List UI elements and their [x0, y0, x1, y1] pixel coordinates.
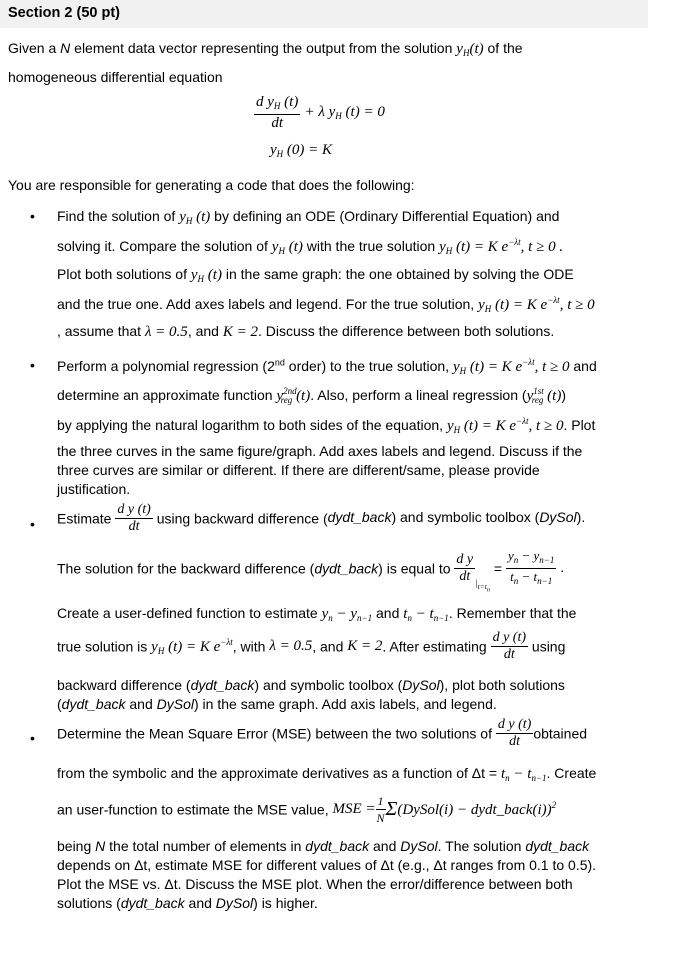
intro-text: homogeneous differential equation: [8, 69, 223, 85]
b2-line-4: the three curves in the same figure/graph. Add axes labels and legend. Discuss if the: [57, 443, 583, 459]
b4-line-7: solutions (dydt_back and DySol) is higher.: [57, 895, 318, 911]
bullet-2: •: [30, 357, 35, 373]
b1-line-3: Plot both solutions of $y_H$ (t) in the same graph: the one obtained by solving the ODE: [57, 266, 574, 284]
bullet-4: •: [30, 730, 35, 746]
ode-equation: $\frac{d y_H (t)}{dt}$ + λ $y_H$ (t) = 0: [256, 94, 385, 131]
b1-line-2: solving it. Compare the solution of $y_H$ (t) with the true solution $y_H$ (t) = K $e^{-\lambda t}$, t ≥ 0 .: [57, 237, 564, 256]
intro-n: N: [60, 40, 71, 56]
b1-line-4: and the true one. Add axes labels and legend. For the true solution, $y_H$ (t) = K $e^{-\lambda t}$, t ≥ 0: [57, 295, 595, 314]
bullet-1: •: [30, 208, 35, 224]
section-header-bar: [0, 0, 648, 28]
b4-line-6: Plot the MSE vs. Δt. Discuss the MSE plot. When the error/difference between both: [57, 876, 573, 892]
b1-line-5: , assume that λ = 0.5, and K = 2. Discuss the difference between both solutions.: [57, 323, 555, 340]
intro-text: element data vector representing the output from the solution: [74, 40, 453, 56]
intro-paragraph: [8, 36, 648, 89]
b4-line-2: from the symbolic and the approximate derivatives as a function of $\Delta t = t_n - t_{n-1}$. Create: [57, 765, 597, 783]
section-title: Section 2 (50 pt): [8, 5, 120, 21]
b4-line-3: an user-function to estimate the MSE value, MSE = $\frac{1}{N}$ Σ(DySol(i) − dydt_back(i))$^2$: [57, 794, 557, 825]
intro-text: of the: [487, 40, 523, 56]
b3-line-6: (dydt_back and DySol) in the same graph. Add axis labels, and legend.: [57, 696, 497, 712]
b3-line-5: backward difference (dydt_back) and symbolic toolbox (DySol), plot both solutions: [57, 677, 565, 693]
math-yh-t: $y_H(t)$: [456, 41, 484, 58]
b2-line-6: justification.: [57, 481, 131, 497]
b3-line-1: Estimate $\frac{\text{d y (t)}}{dt}$ using backward difference (dydt_back) and symbolic toolbox (DySol).: [57, 502, 586, 534]
b2-line-1: Perform a polynomial regression (2nd order) to the true solution, $y_H$ (t) = K $e^{-\lambda t}$, t ≥ 0 and: [57, 357, 597, 376]
b2-line-5: three curves are similar or different. If there are different/same, please provide: [57, 462, 540, 478]
intro-text: Given a: [8, 40, 57, 56]
b3-line-2: The solution for the backward difference (dydt_back) is equal to $\frac{\text{d y}}{dt}$ $_{|_{t=t_n}}$ = $\frac{y_n - y_{n-1}}{t_n - t_{n-1}}$ .: [57, 548, 565, 594]
bullet-3: •: [30, 516, 35, 532]
b3-line-3: Create a user-defined function to estimate $y_n - y_{n-1}$ and $t_n - t_{n-1}$. Remember that the: [57, 605, 577, 623]
b2-line-3: by applying the natural logarithm to both sides of the equation, $y_H$ (t) = K $e^{-\lambda t}$, t ≥ 0. Plot: [57, 416, 596, 435]
b2-line-2: determine an approximate function $y^{2nd}_{reg}$ (t). Also, perform a lineal regression ($y^{1st}_{reg}$ (t)): [57, 386, 567, 405]
initial-condition: $y_H$ (0) = K: [270, 142, 333, 159]
b4-line-1: Determine the Mean Square Error (MSE) between the two solutions of $\frac{\text{d y (t)}}{dt}$ obtained: [57, 717, 588, 749]
responsible-text: You are responsible for generating a code that does the following:: [8, 177, 415, 193]
b3-line-4: true solution is $y_H$ (t) = K $e^{-\lambda t}$, with λ = 0.5, and K = 2. After estimating $\frac{\text{d y (t)}}{dt}$ using: [57, 630, 566, 662]
b1-line-1: Find the solution of $y_H$ (t) by defining an ODE (Ordinary Differential Equation) and: [57, 208, 560, 226]
b4-line-5: depends on Δt, estimate MSE for different values of Δt (e.g., Δt ranges from 0.1 to 0.5).: [57, 857, 597, 873]
b4-line-4: being N the total number of elements in dydt_back and DySol. The solution dydt_back: [57, 838, 590, 854]
